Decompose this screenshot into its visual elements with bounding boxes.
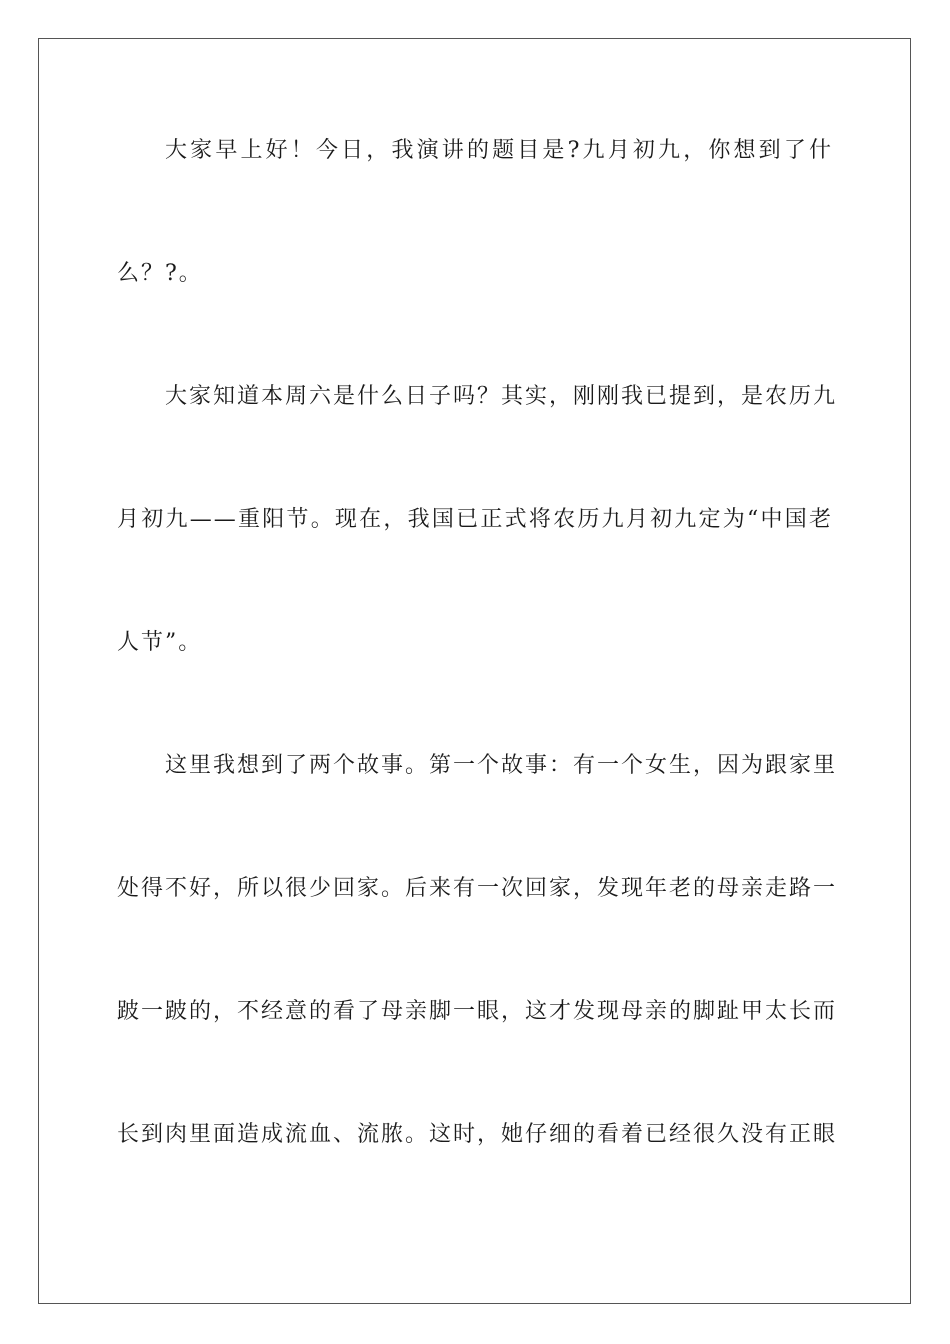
paragraph-3-line-3: 跛一跛的，不经意的看了母亲脚一眼，这才发现母亲的脚趾甲太长而: [117, 999, 838, 1024]
paragraph-1-line-1: 大家早上好！今日，我演讲的题目是?九月初九，你想到了什: [165, 138, 833, 163]
page-border: [38, 38, 911, 1304]
paragraph-3-line-1: 这里我想到了两个故事。第一个故事：有一个女生，因为跟家里: [165, 753, 838, 778]
paragraph-3-line-2: 处得不好，所以很少回家。后来有一次回家，发现年老的母亲走路一: [117, 876, 838, 901]
paragraph-2-line-3: 人节”。: [117, 630, 203, 655]
paragraph-1-line-2: 么？?。: [117, 261, 203, 286]
paragraph-2-line-1: 大家知道本周六是什么日子吗？其实，刚刚我已提到，是农历九: [165, 384, 838, 409]
paragraph-3-line-4: 长到肉里面造成流血、流脓。这时，她仔细的看着已经很久没有正眼: [117, 1122, 838, 1147]
paragraph-2-line-2: 月初九——重阳节。现在，我国已正式将农历九月初九定为“中国老: [117, 507, 833, 532]
